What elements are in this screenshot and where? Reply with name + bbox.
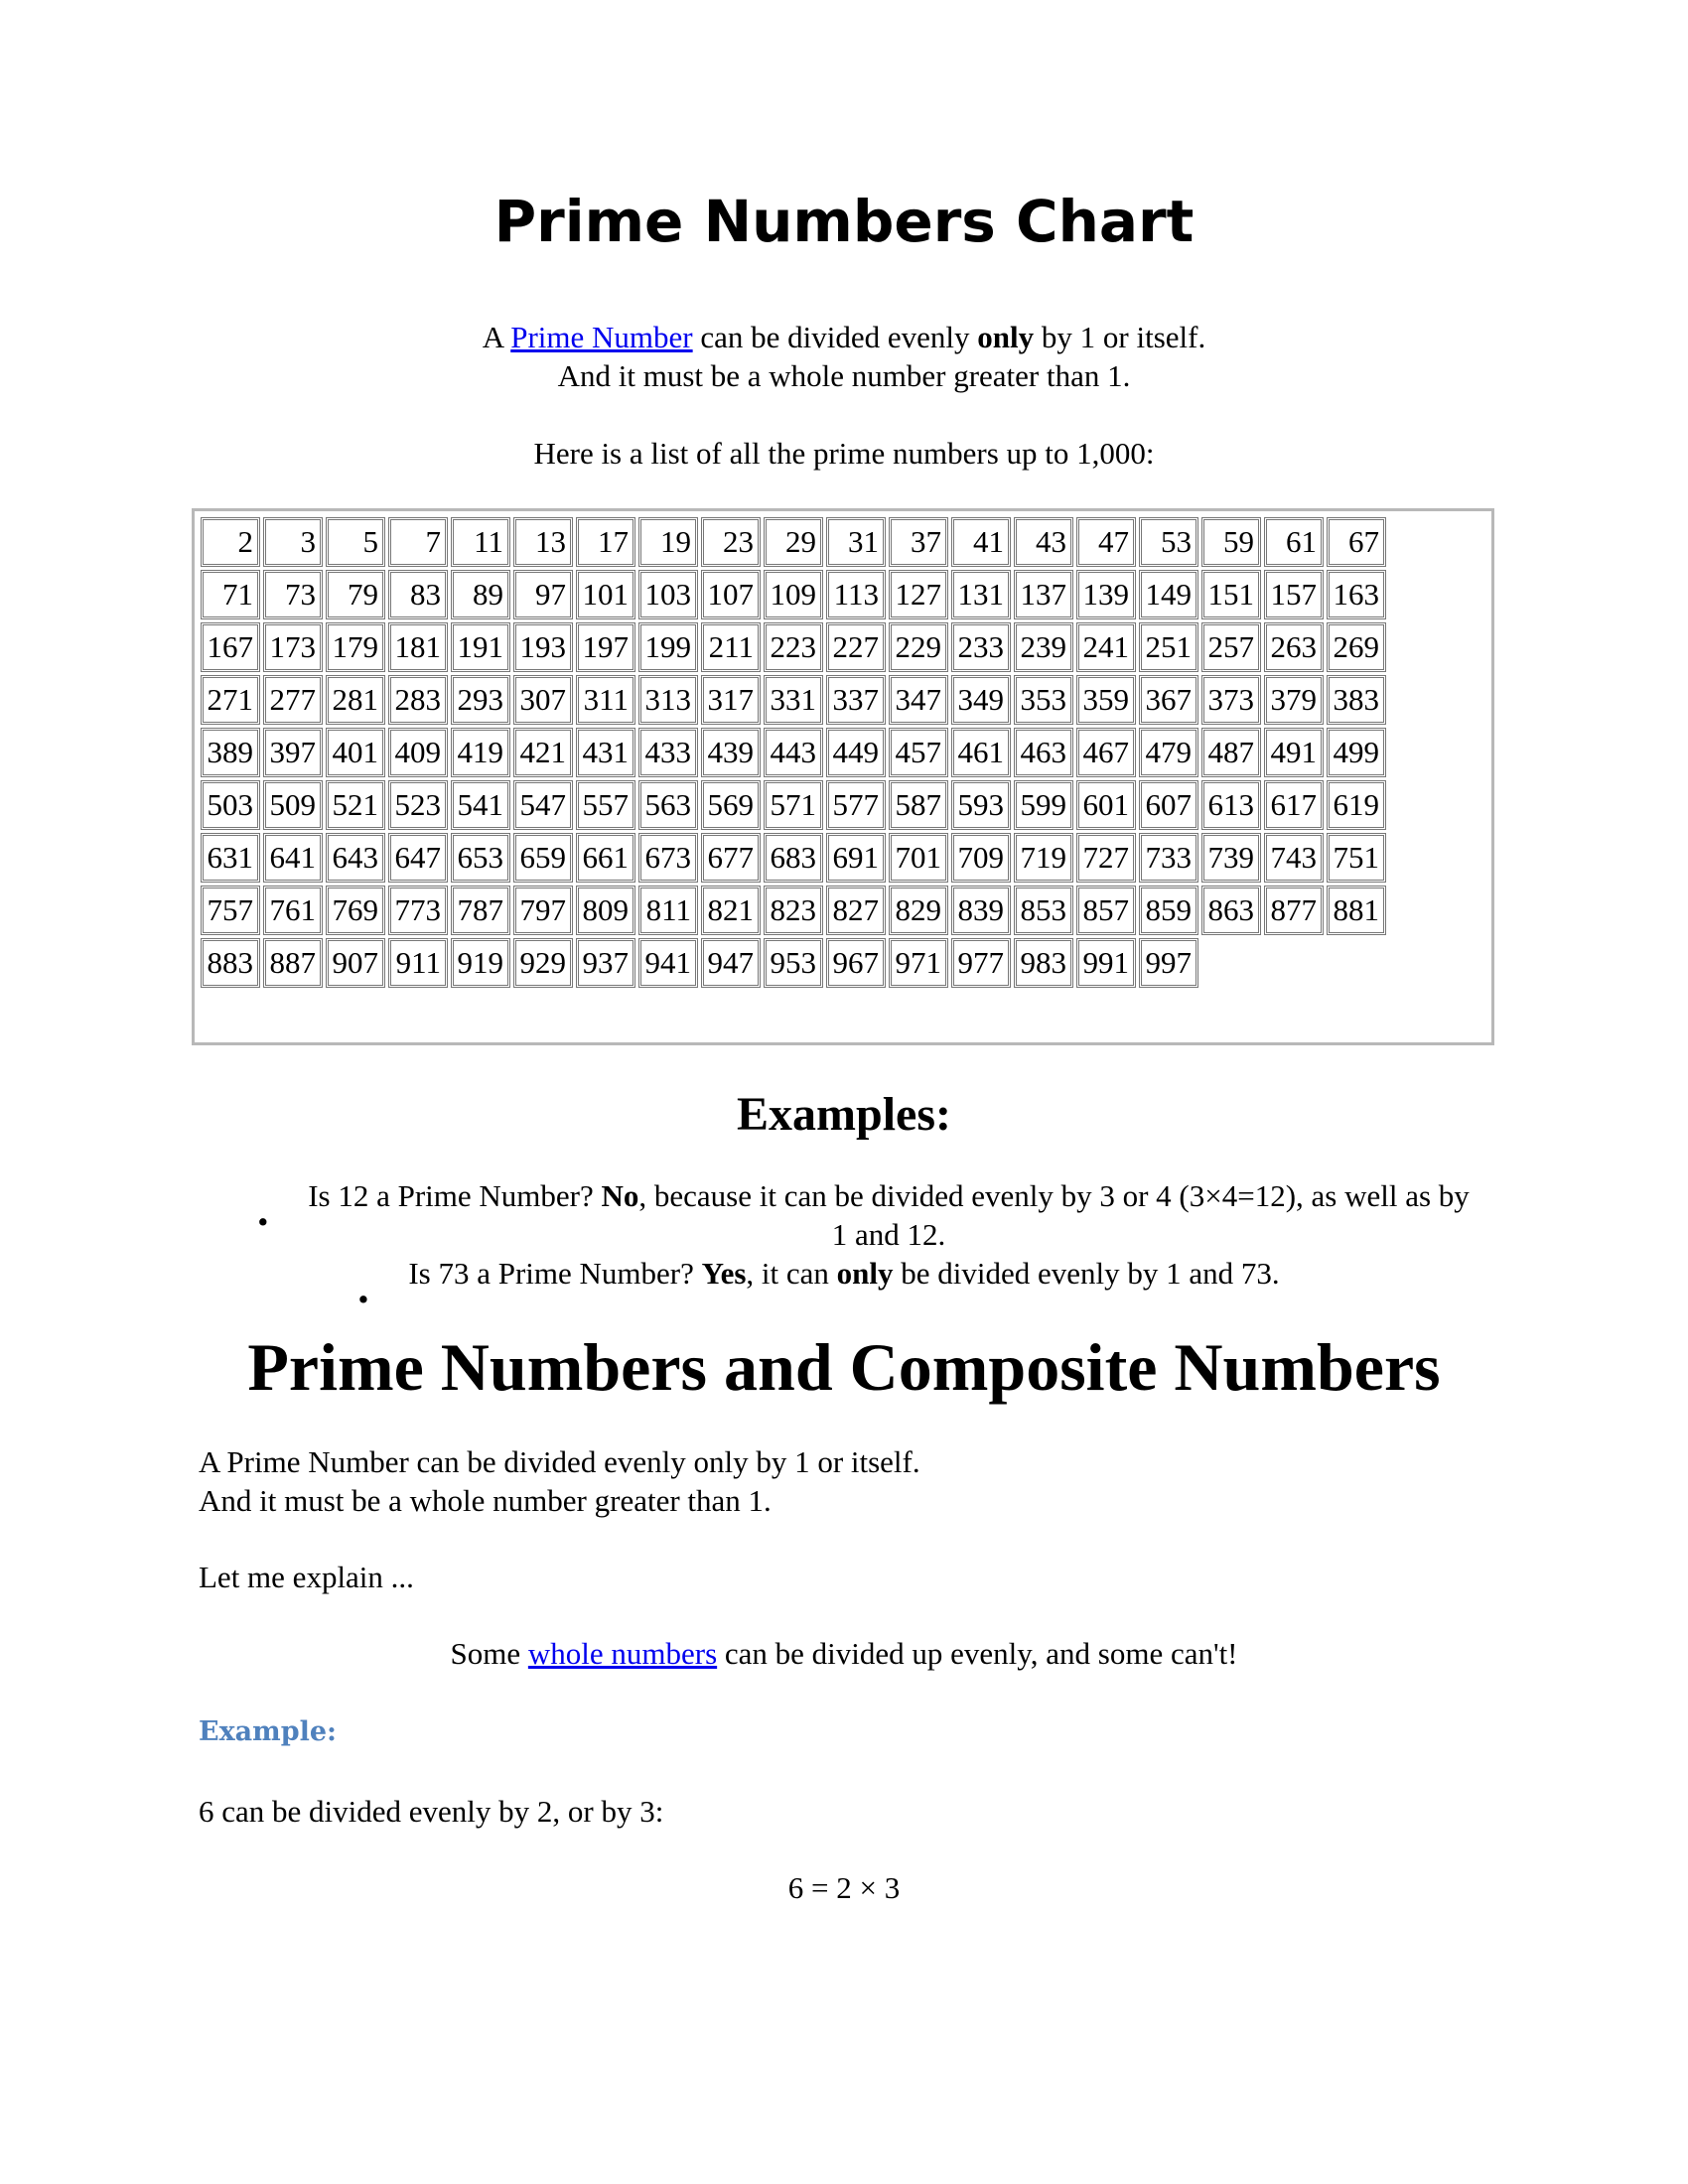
ex2-pre: Is 73 a Prime Number? [408, 1256, 702, 1291]
prime-cell: 449 [826, 728, 886, 777]
ex1-bold: No [601, 1178, 639, 1213]
prime-number-link[interactable]: Prime Number [510, 320, 693, 354]
prime-cell: 607 [1139, 780, 1198, 830]
prime-cell: 181 [388, 622, 448, 672]
prime-cell: 811 [638, 886, 698, 935]
intro-line2: And it must be a whole number greater than 1. [557, 358, 1131, 393]
prime-cell: 661 [576, 833, 635, 883]
prime-cell: 809 [576, 886, 635, 935]
prime-cell: 157 [1264, 570, 1324, 619]
prime-cell: 599 [1014, 780, 1073, 830]
prime-cell: 139 [1076, 570, 1136, 619]
prime-cell: 983 [1014, 938, 1073, 988]
prime-cell: 563 [638, 780, 698, 830]
prime-cell: 17 [576, 517, 635, 567]
prime-cell: 373 [1201, 675, 1261, 725]
prime-cell: 89 [451, 570, 510, 619]
prime-cell: 347 [889, 675, 948, 725]
prime-cell: 349 [951, 675, 1011, 725]
prime-cell: 443 [764, 728, 823, 777]
prime-cell: 233 [951, 622, 1011, 672]
prime-cell: 587 [889, 780, 948, 830]
prime-cell: 701 [889, 833, 948, 883]
prime-cell: 683 [764, 833, 823, 883]
prime-cell: 773 [388, 886, 448, 935]
prime-cell: 673 [638, 833, 698, 883]
prime-cell: 433 [638, 728, 698, 777]
prime-cell: 293 [451, 675, 510, 725]
prime-cell: 751 [1327, 833, 1386, 883]
prime-cell: 223 [764, 622, 823, 672]
prime-cell: 353 [1014, 675, 1073, 725]
prime-cell: 107 [701, 570, 761, 619]
prime-cell: 269 [1327, 622, 1386, 672]
prime-cell: 641 [263, 833, 323, 883]
prime-cell: 61 [1264, 517, 1324, 567]
prime-cell: 383 [1327, 675, 1386, 725]
prime-cell: 463 [1014, 728, 1073, 777]
prime-cell: 19 [638, 517, 698, 567]
prime-cell: 47 [1076, 517, 1136, 567]
prime-cell: 547 [513, 780, 573, 830]
table-row [201, 675, 1386, 725]
prime-cell: 197 [576, 622, 635, 672]
prime-cell: 557 [576, 780, 635, 830]
prime-cell: 991 [1076, 938, 1136, 988]
six-divisible-text: 6 can be divided evenly by 2, or by 3: [199, 1794, 664, 1829]
prime-cell: 311 [576, 675, 635, 725]
examples-list [0, 1176, 1688, 1316]
prime-cell: 191 [451, 622, 510, 672]
prime-cell: 937 [576, 938, 635, 988]
table-row [201, 780, 1386, 830]
prime-cell: 797 [513, 886, 573, 935]
ex2-mid: , it can [746, 1256, 837, 1291]
prime-cell: 977 [951, 938, 1011, 988]
intro-bold: only [977, 320, 1035, 354]
prime-cell: 757 [201, 886, 260, 935]
prime-cell: 787 [451, 886, 510, 935]
prime-cell: 601 [1076, 780, 1136, 830]
section-line2: And it must be a whole number greater than 1. [199, 1483, 772, 1518]
table-row [201, 938, 1386, 988]
whole-pre: Some [450, 1636, 528, 1671]
prime-cell: 863 [1201, 886, 1261, 935]
prime-cell: 163 [1327, 570, 1386, 619]
prime-cell: 37 [889, 517, 948, 567]
whole-numbers-link[interactable]: whole numbers [527, 1636, 718, 1671]
intro-post: by 1 or itself. [1034, 320, 1206, 354]
ex2-post: be divided evenly by 1 and 73. [893, 1256, 1280, 1291]
prime-cell: 467 [1076, 728, 1136, 777]
prime-cell: 643 [326, 833, 385, 883]
prime-cell: 23 [701, 517, 761, 567]
prime-cell: 359 [1076, 675, 1136, 725]
prime-cell: 479 [1139, 728, 1198, 777]
table-row [201, 570, 1386, 619]
prime-cell: 727 [1076, 833, 1136, 883]
prime-cell: 709 [951, 833, 1011, 883]
intro-mid: can be divided evenly [692, 320, 978, 354]
prime-numbers-table [198, 514, 1389, 991]
prime-cell: 5 [326, 517, 385, 567]
whole-numbers-paragraph [0, 1634, 1688, 1673]
ex1-post: , because it can be divided evenly by 3 or 4 (3×4=12), as well as by 1 and 12. [638, 1178, 1470, 1252]
prime-cell: 541 [451, 780, 510, 830]
prime-cell: 929 [513, 938, 573, 988]
prime-cell: 571 [764, 780, 823, 830]
prime-cell: 503 [201, 780, 260, 830]
prime-cell: 859 [1139, 886, 1198, 935]
table-row [201, 728, 1386, 777]
prime-cell: 953 [764, 938, 823, 988]
table-row [201, 622, 1386, 672]
prime-cell: 769 [326, 886, 385, 935]
prime-cell: 71 [201, 570, 260, 619]
prime-cell: 229 [889, 622, 948, 672]
prime-cell: 883 [201, 938, 260, 988]
prime-cell: 31 [826, 517, 886, 567]
prime-cell: 277 [263, 675, 323, 725]
section-heading: Prime Numbers and Composite Numbers [247, 1329, 1441, 1405]
prime-cell: 647 [388, 833, 448, 883]
prime-cell: 83 [388, 570, 448, 619]
prime-cell: 3 [263, 517, 323, 567]
whole-post: can be divided up evenly, and some can't! [717, 1636, 1238, 1671]
prime-cell: 317 [701, 675, 761, 725]
prime-cell: 241 [1076, 622, 1136, 672]
prime-cell: 79 [326, 570, 385, 619]
prime-cell: 67 [1327, 517, 1386, 567]
prime-cell: 211 [701, 622, 761, 672]
prime-cell: 73 [263, 570, 323, 619]
example-item-73: • Is 73 a Prime Number? Yes, it can only be divided evenly by 1 and 73. [357, 1256, 1280, 1316]
prime-cell: 193 [513, 622, 573, 672]
prime-cell: 997 [1139, 938, 1198, 988]
prime-cell: 199 [638, 622, 698, 672]
section-line1: A Prime Number can be divided evenly only by 1 or itself. [199, 1444, 920, 1479]
prime-cell: 389 [201, 728, 260, 777]
prime-cell: 59 [1201, 517, 1261, 567]
prime-cell: 7 [388, 517, 448, 567]
prime-cell: 167 [201, 622, 260, 672]
prime-cell: 829 [889, 886, 948, 935]
prime-table-frame [192, 508, 1494, 1045]
prime-cell: 173 [263, 622, 323, 672]
explain-text: Let me explain ... [199, 1560, 414, 1594]
prime-cell: 619 [1327, 780, 1386, 830]
prime-cell: 617 [1264, 780, 1324, 830]
prime-cell: 911 [388, 938, 448, 988]
prime-cell: 307 [513, 675, 573, 725]
prime-cell: 397 [263, 728, 323, 777]
prime-cell: 761 [263, 886, 323, 935]
ex2-bold: Yes [701, 1256, 747, 1291]
prime-cell: 421 [513, 728, 573, 777]
prime-cell: 101 [576, 570, 635, 619]
prime-cell: 271 [201, 675, 260, 725]
prime-cell: 367 [1139, 675, 1198, 725]
prime-cell: 251 [1139, 622, 1198, 672]
prime-cell: 149 [1139, 570, 1198, 619]
prime-cell: 823 [764, 886, 823, 935]
prime-cell: 439 [701, 728, 761, 777]
prime-cell: 263 [1264, 622, 1324, 672]
prime-cell: 97 [513, 570, 573, 619]
prime-cell: 419 [451, 728, 510, 777]
prime-cell: 331 [764, 675, 823, 725]
prime-cell: 29 [764, 517, 823, 567]
prime-cell: 907 [326, 938, 385, 988]
page-title: Prime Numbers Chart [493, 188, 1195, 255]
table-row [201, 833, 1386, 883]
prime-cell: 839 [951, 886, 1011, 935]
prime-cell: 2 [201, 517, 260, 567]
prime-cell: 827 [826, 886, 886, 935]
ex2-bold2: only [836, 1256, 894, 1291]
prime-cell: 457 [889, 728, 948, 777]
prime-cell: 887 [263, 938, 323, 988]
prime-cell: 43 [1014, 517, 1073, 567]
prime-cell: 947 [701, 938, 761, 988]
prime-cell: 739 [1201, 833, 1261, 883]
prime-cell: 593 [951, 780, 1011, 830]
prime-cell: 281 [326, 675, 385, 725]
prime-cell: 631 [201, 833, 260, 883]
prime-cell: 919 [451, 938, 510, 988]
prime-cell: 659 [513, 833, 573, 883]
example-label: Example: [199, 1716, 338, 1747]
prime-cell: 677 [701, 833, 761, 883]
prime-cell: 13 [513, 517, 573, 567]
example-item-12: • Is 12 a Prime Number? No, because it can be divided evenly by 3 or 4 (3×4=12), as well as by 1 and 12. [257, 1178, 1470, 1252]
prime-cell: 881 [1327, 886, 1386, 935]
table-row [201, 886, 1386, 935]
prime-cell: 337 [826, 675, 886, 725]
prime-cell: 239 [1014, 622, 1073, 672]
list-intro: Here is a list of all the prime numbers up to 1,000: [533, 436, 1155, 471]
prime-cell: 313 [638, 675, 698, 725]
examples-heading: Examples: [737, 1088, 951, 1141]
prime-cell: 283 [388, 675, 448, 725]
prime-cell: 877 [1264, 886, 1324, 935]
prime-cell: 853 [1014, 886, 1073, 935]
prime-cell: 653 [451, 833, 510, 883]
prime-cell: 719 [1014, 833, 1073, 883]
prime-cell: 941 [638, 938, 698, 988]
prime-cell: 857 [1076, 886, 1136, 935]
prime-cell: 743 [1264, 833, 1324, 883]
prime-cell: 227 [826, 622, 886, 672]
table-row [201, 517, 1386, 567]
prime-cell: 733 [1139, 833, 1198, 883]
prime-cell: 487 [1201, 728, 1261, 777]
prime-cell: 179 [326, 622, 385, 672]
prime-cell: 971 [889, 938, 948, 988]
prime-cell: 379 [1264, 675, 1324, 725]
prime-cell: 569 [701, 780, 761, 830]
prime-cell: 113 [826, 570, 886, 619]
prime-cell: 967 [826, 938, 886, 988]
prime-cell: 691 [826, 833, 886, 883]
prime-cell: 131 [951, 570, 1011, 619]
prime-cell: 151 [1201, 570, 1261, 619]
six-equation: 6 = 2 × 3 [787, 1870, 901, 1905]
prime-cell: 491 [1264, 728, 1324, 777]
prime-cell: 509 [263, 780, 323, 830]
prime-cell: 577 [826, 780, 886, 830]
prime-cell: 613 [1201, 780, 1261, 830]
prime-cell: 11 [451, 517, 510, 567]
prime-cell: 41 [951, 517, 1011, 567]
section-definition [199, 1442, 1489, 1520]
prime-cell: 109 [764, 570, 823, 619]
prime-cell: 409 [388, 728, 448, 777]
prime-cell: 401 [326, 728, 385, 777]
prime-cell: 521 [326, 780, 385, 830]
prime-cell: 431 [576, 728, 635, 777]
prime-cell: 137 [1014, 570, 1073, 619]
prime-cell: 53 [1139, 517, 1198, 567]
prime-cell: 821 [701, 886, 761, 935]
prime-cell: 257 [1201, 622, 1261, 672]
prime-cell: 523 [388, 780, 448, 830]
intro-paragraph [0, 318, 1688, 395]
prime-cell: 461 [951, 728, 1011, 777]
prime-cell: 127 [889, 570, 948, 619]
intro-pre: A [482, 320, 511, 354]
prime-cell: 499 [1327, 728, 1386, 777]
prime-cell: 103 [638, 570, 698, 619]
ex1-pre: Is 12 a Prime Number? [308, 1178, 602, 1213]
